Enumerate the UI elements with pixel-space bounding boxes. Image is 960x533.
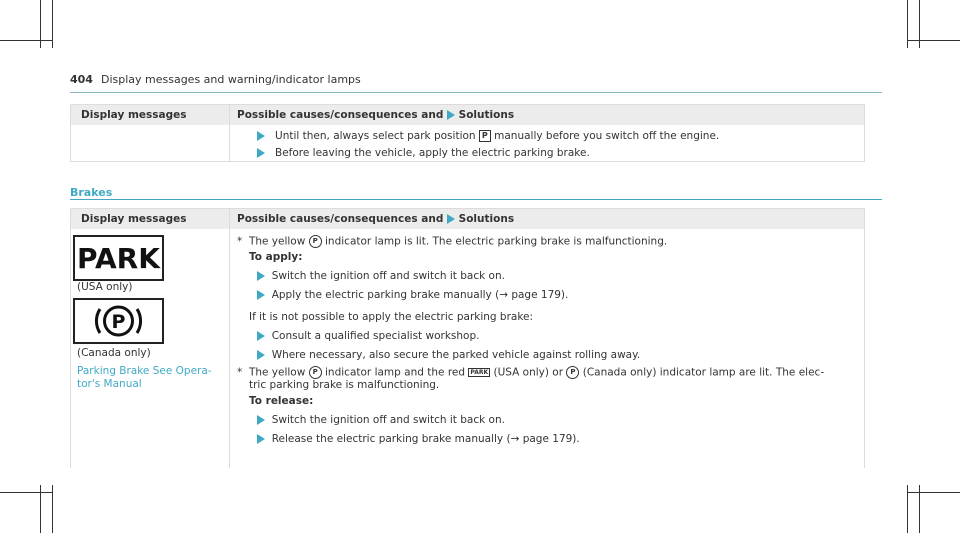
asterisk: * — [237, 366, 243, 379]
parking-brake-circle-icon — [75, 300, 162, 342]
arrow-icon — [257, 148, 265, 158]
usa-caption: (USA only) — [77, 281, 133, 293]
arrow-icon — [257, 290, 265, 300]
crop-mark — [907, 492, 960, 493]
park-position-icon: P — [479, 130, 491, 142]
apply-heading: To apply: — [249, 251, 303, 263]
list-item: Where necessary, also secure the parked vehicle against rolling away. — [257, 349, 640, 361]
park-icon: PARK — [470, 369, 489, 376]
arrow-icon — [257, 350, 265, 360]
arrow-icon — [447, 110, 455, 120]
list-item: Switch the ignition off and switch it back on. — [257, 270, 505, 282]
page-header — [70, 73, 361, 86]
parking-brake-circle-icon — [73, 298, 164, 344]
arrow-icon — [447, 214, 455, 224]
crop-mark — [52, 0, 53, 48]
list-item: Switch the ignition off and switch it back on. — [257, 414, 505, 426]
block2-intro: * The yellow P indicator lamp and the red PARK (USA only) or P (Canada only) indicator lamp are lit. The elec- — [237, 366, 825, 379]
col-header-causes: Possible causes/consequences and Solutions — [237, 209, 514, 229]
arrow-icon — [257, 131, 265, 141]
col-header-display-messages: Display messages — [81, 209, 186, 229]
crop-mark — [52, 485, 53, 533]
park-warning-icon: PARK — [73, 235, 164, 281]
table-display-messages-1 — [70, 104, 865, 162]
svg-text:P: P — [111, 311, 126, 333]
col-header-display-messages: Display messages — [81, 105, 186, 125]
crop-mark — [0, 492, 52, 493]
canada-caption: (Canada only) — [77, 347, 151, 359]
crop-mark — [907, 40, 960, 41]
crop-mark — [0, 40, 52, 41]
arrow-icon — [257, 434, 265, 444]
table-display-messages-2 — [70, 208, 865, 468]
parking-brake-icon: P — [309, 366, 322, 379]
list-item: Before leaving the vehicle, apply the electric parking brake. — [257, 147, 590, 159]
arrow-icon — [257, 415, 265, 425]
list-item: Release the electric parking brake manually (→ page 179). — [257, 433, 580, 445]
block2-line2: tric parking brake is malfunctioning. — [249, 379, 440, 391]
column-divider — [229, 105, 230, 161]
link-parking-brake[interactable]: Parking Brake See Opera- tor's Manual — [77, 365, 212, 390]
asterisk: * — [237, 235, 243, 248]
section-divider — [70, 199, 882, 200]
column-divider — [229, 209, 230, 468]
list-item: Until then, always select park position P manually before you switch off the engine. — [257, 130, 719, 142]
block1-intro: * The yellow P indicator lamp is lit. The electric parking brake is malfunctioning. — [237, 235, 668, 248]
list-item: Apply the electric parking brake manually (→ page 179). — [257, 289, 568, 301]
header-divider — [70, 92, 882, 93]
list-item: Consult a qualified specialist workshop. — [257, 330, 479, 342]
parking-brake-icon: P — [566, 366, 579, 379]
arrow-icon — [257, 271, 265, 281]
col-header-causes: Possible causes/consequences and Solutions — [237, 105, 514, 125]
page-number: 404 — [70, 73, 93, 86]
arrow-icon — [257, 331, 265, 341]
parking-brake-icon: P — [309, 235, 322, 248]
section-title: Brakes — [70, 186, 113, 199]
release-heading: To release: — [249, 395, 314, 407]
page-title: Display messages and warning/indicator lamps — [100, 73, 361, 86]
if-not-text: If it is not possible to apply the electric parking brake: — [249, 311, 534, 323]
